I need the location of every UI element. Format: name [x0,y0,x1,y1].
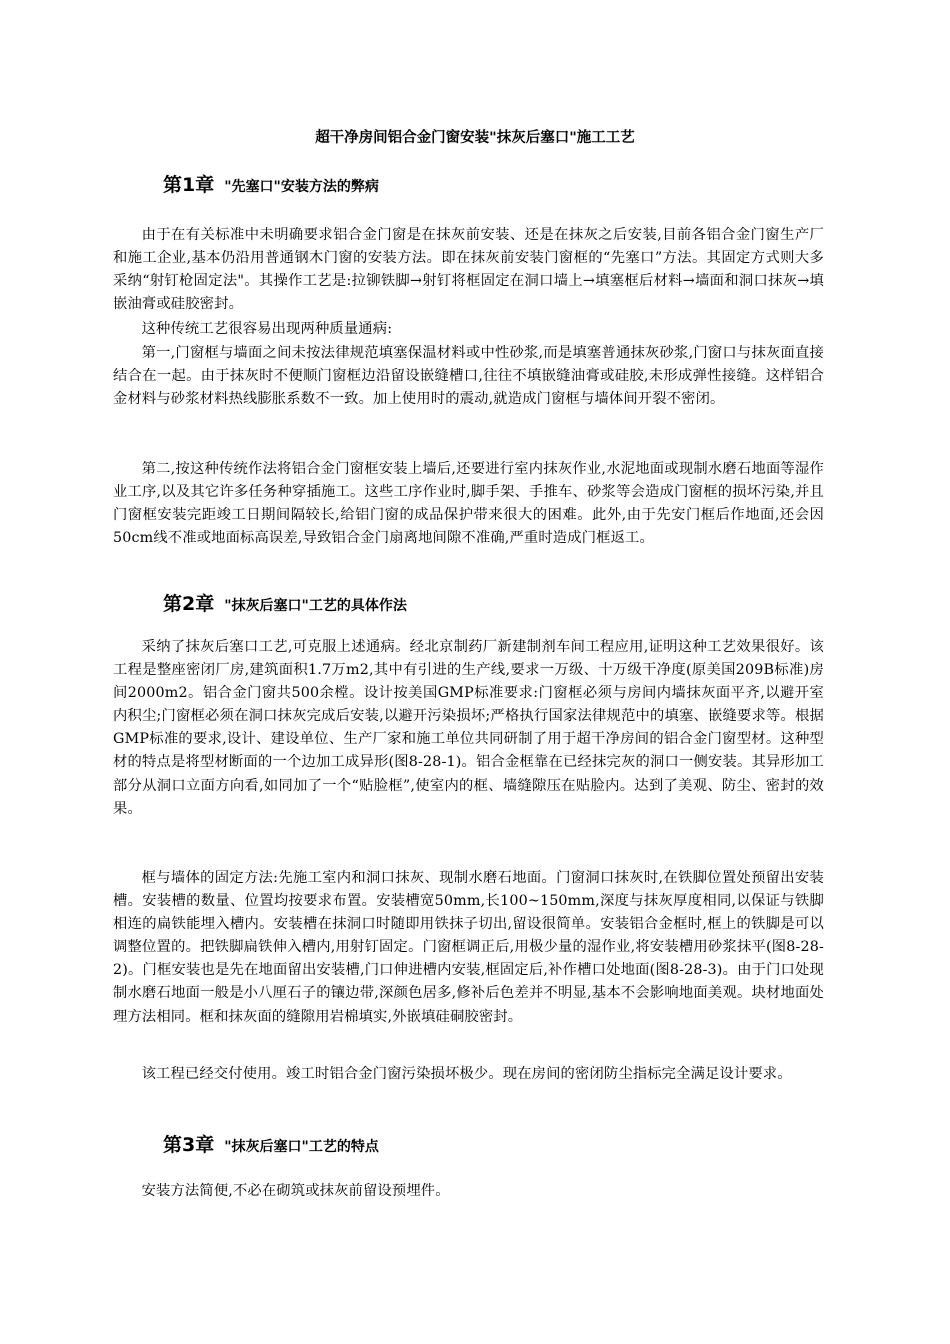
chapter-title: "先塞口"安装方法的弊病 [224,179,379,195]
chapter-2-paragraph-1: 采纳了抹灰后塞口工艺,可克服上述通病。经北京制药厂新建制剂车间工程应用,证明这种工艺效果很好。该工程是整座密闭厂房,建筑面积1.7万m2,其中有引进的生产线,要求一万级、十万级干净度(原美国209B标准)房间2000m2。铝合金门窗共500余樘。设计按美国GMP标准要求:门窗框必须与房间内墙抹灰面平齐,以避开室内积尘;门窗框必须在洞口抹灰完成后安装,以避开污染损坏;严格执行国家法律规范中的填塞、嵌缝要求等。根据GMP标准的要求,设计、建设单位、生产厂家和施工单位共同研制了用于超干净房间的铝合金门窗型材。这种型材的特点是将型材断面的一个边加工成异形(图8-28-1)。铝合金框靠在已经抹完灰的洞口一侧安装。其异形加工部分从洞口立面方向看,如同加了一个“贴脸框”,使室内的框、墙缝隙压在贴脸内。达到了美观、防尘、密封的效果。 [113,639,824,817]
chapter-1-paragraph-3: 第一,门窗框与墙面之间未按法律规范填塞保温材料或中性砂浆,而是填塞普通抹灰砂浆,门窗口与抹灰面直接结合在一起。由于抹灰时不便顺门窗框边沿留设嵌缝槽口,往往不填嵌缝油膏或硅胶,未形成弹性接缝。这样铝合金材料与砂浆材料热线膨胀系数不一致。加上使用时的震动,就造成门窗框与墙体间开裂不密闭。 [113,345,824,408]
chapter-number: 第2章 [163,593,215,615]
chapter-title: "抹灰后塞口"工艺的具体作法 [224,598,407,614]
chapter-number: 第1章 [163,174,215,196]
document-title: 超干净房间铝合金门窗安装"抹灰后塞口"施工工艺 [315,130,635,146]
chapter-3-paragraph-1: 安装方法简便,不必在砌筑或抹灰前留设预埋件。 [141,1183,450,1199]
chapter-number: 第3章 [163,1134,215,1156]
chapter-1-paragraph-4: 第二,按这种传统作法将铝合金门窗框安装上墙后,还要进行室内抹灰作业,水泥地面或现制水磨石地面等湿作业工序,以及其它许多任务种穿插施工。这些工序作业时,脚手架、手推车、砂浆等会造成门窗框的损坏污染,并且门窗框安装完距竣工日期间隔较长,给铝门窗的成品保护带来很大的困难。此外,由于先安门框后作地面,还会因50cm线不准或地面标高误差,导致铝合金门扇离地间隙不准确,严重时造成门框返工。 [113,461,824,547]
chapter-1-heading [163,173,823,199]
chapter-2-paragraph-2: 框与墙体的固定方法:先施工室内和洞口抹灰、现制水磨石地面。门窗洞口抹灰时,在铁脚位置处预留出安装槽。安装槽的数量、位置均按要求布置。安装槽宽50mm,长100~150mm,深度与抹灰厚度相同,以保证与铁脚相连的扁铁能埋入槽内。安装槽在抹洞口时随即用铁抹子切出,留设很简单。安装铝合金框时,框上的铁脚是可以调整位置的。把铁脚扁铁伸入槽内,用射钉固定。门窗框调正后,用极少量的湿作业,将安装槽用砂浆抹平(图8-28-2)。门框安装也是先在地面留出安装槽,门口伸进槽内安装,框固定后,补作槽口处地面(图8-28-3)。由于门口处现制水磨石地面一般是小八厘石子的镶边带,深颜色居多,修补后色差并不明显,基本不会影响地面美观。块材地面处理方法相同。框和抹灰面的缝隙用岩棉填实,外嵌填硅硐胶密封。 [113,870,824,1025]
chapter-1-paragraph-1: 由于在有关标准中未明确要求铝合金门窗是在抹灰前安装、还是在抹灰之后安装,目前各铝合金门窗生产厂和施工企业,基本仍沿用普通钢木门窗的安装方法。即在抹灰前安装门窗框的“先塞口”方法。其固定方式则大多采纳“射钉枪固定法"。其操作工艺是:拉铆铁脚→射钉将框固定在洞口墙上→填塞框后材料→墙面和洞口抹灰→填嵌油膏或硅胶密封。 [113,227,824,313]
chapter-2-paragraph-3: 该工程已经交付使用。竣工时铝合金门窗污染损坏极少。现在房间的密闭防尘指标完全满足设计要求。 [141,1066,792,1082]
chapter-1-paragraph-2: 这种传统工艺很容易出现两种质量通病: [141,321,393,337]
chapter-2-heading [163,592,823,618]
chapter-title: "抹灰后塞口"工艺的特点 [224,1139,379,1155]
chapter-3-heading [163,1133,823,1159]
